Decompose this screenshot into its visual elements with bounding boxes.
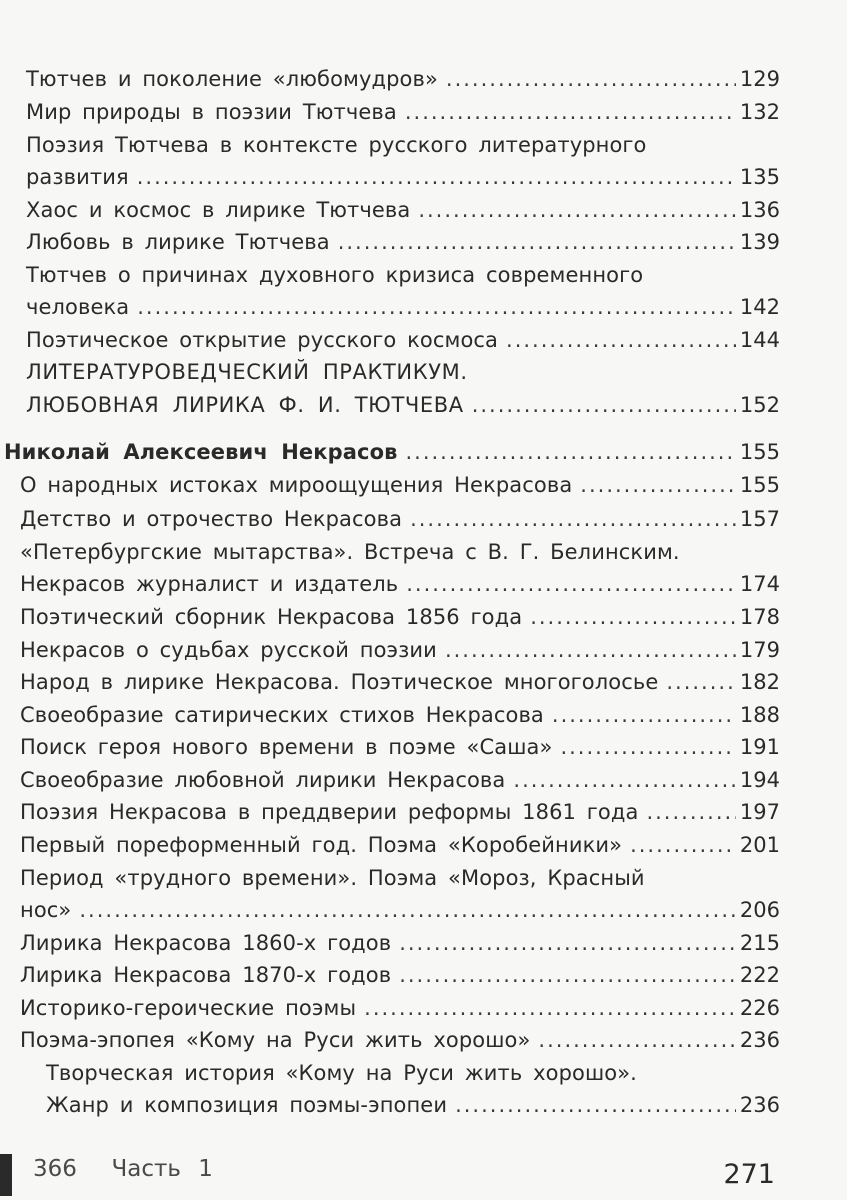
toc-entry-page: 226 [739, 996, 780, 1020]
leader-dots [513, 766, 736, 794]
leader-dots [364, 994, 736, 1022]
toc-entry-page: 179 [739, 638, 780, 662]
toc-entry-title: О народных истоках мироощущения Некрасова [20, 473, 573, 497]
leader-dots [137, 163, 736, 191]
toc-entry [26, 261, 643, 289]
footer-running-head: 366 Часть 1 [33, 1156, 213, 1182]
toc-entry-title: Лирика Некрасова 1860-х годов [20, 931, 392, 955]
toc-entry-page: 152 [739, 393, 780, 417]
toc-entry-title: человека [26, 295, 130, 319]
toc-entry [20, 929, 780, 957]
toc-entry [26, 358, 468, 386]
toc-entry-title: Жанр и композиция поэмы-эпопеи [46, 1093, 448, 1117]
toc-entry-page: 174 [739, 572, 780, 596]
toc-entry [20, 766, 780, 794]
toc-entry-page: 144 [739, 328, 780, 352]
toc-entry [20, 471, 780, 499]
toc-entry-page: 222 [739, 963, 780, 987]
toc-entry-title: Творческая история «Кому на Руси жить хорошо». [46, 1061, 637, 1085]
toc-section-heading [4, 438, 780, 466]
toc-subentry [46, 1091, 780, 1119]
toc-entry [20, 668, 780, 696]
leader-dots [445, 636, 736, 664]
toc-entry-title: Период «трудного времени». Поэма «Мороз, Красный [20, 866, 645, 890]
toc-entry-title: Лирика Некрасова 1870-х годов [20, 963, 392, 987]
leader-dots [506, 326, 736, 354]
toc-entry [26, 131, 647, 159]
toc-entry-title: Поэтическое открытие русского космоса [26, 328, 499, 352]
toc-entry-title: Поиск героя нового времени в поэме «Саша» [20, 735, 553, 759]
leader-dots [418, 196, 736, 224]
leader-dots [472, 391, 736, 419]
toc-entry-title: ЛИТЕРАТУРОВЕДЧЕСКИЙ ПРАКТИКУМ. [26, 360, 468, 384]
toc-entry [20, 570, 780, 598]
toc-entry [20, 733, 780, 761]
toc-entry [20, 864, 645, 892]
toc-entry-title: Детство и отрочество Некрасова [20, 507, 403, 531]
leader-dots [646, 798, 735, 826]
toc-entry-title: Любовь в лирике Тютчева [26, 230, 330, 254]
toc-entry [26, 196, 780, 224]
toc-entry-title: Некрасов о судьбах русской поэзии [20, 638, 437, 662]
toc-entry-page: 132 [739, 100, 780, 124]
toc-entry-title: нос» [20, 898, 72, 922]
toc-entry [20, 701, 780, 729]
toc-entry [20, 896, 780, 924]
leader-dots [405, 98, 736, 126]
toc-entry [26, 98, 780, 126]
toc-entry [20, 538, 680, 566]
toc-entry-page: 135 [739, 165, 780, 189]
toc-entry-title: Народ в лирике Некрасова. Поэтическое многоголосье [20, 670, 659, 694]
leader-dots [580, 471, 736, 499]
leader-dots [410, 505, 736, 533]
page-edge-marker [0, 1154, 12, 1196]
toc-entry-title: Историко-героические поэмы [20, 996, 357, 1020]
toc-entry-title: Поэзия Некрасова в преддверии реформы 1861 года [20, 800, 639, 824]
leader-dots [399, 961, 736, 989]
leader-dots [630, 831, 736, 859]
toc-entry [20, 798, 780, 826]
leader-dots [560, 733, 735, 761]
toc-entry-page: 129 [739, 67, 780, 91]
toc-entry-title: Поэтический сборник Некрасова 1856 года [20, 605, 523, 629]
toc-entry [26, 326, 780, 354]
toc-entry-title: Первый пореформенный год. Поэма «Коробейники» [20, 833, 623, 857]
toc-entry-page: 201 [739, 833, 780, 857]
leader-dots [455, 1091, 736, 1119]
toc-entry-title: Поэма-эпопея «Кому на Руси жить хорошо» [20, 1028, 531, 1052]
toc-entry-page: 188 [739, 703, 780, 727]
leader-dots [406, 570, 736, 598]
toc-entry-title: «Петербургские мытарства». Встреча с В. Г. Белинским. [20, 540, 680, 564]
toc-entry-page: 197 [739, 800, 780, 824]
toc-entry-page: 142 [739, 295, 780, 319]
toc-entry-title: Николай Алексеевич Некрасов [4, 440, 398, 464]
leader-dots [399, 929, 736, 957]
toc-entry-page: 155 [739, 473, 780, 497]
toc-entry [26, 163, 780, 191]
page-number: 271 [723, 1159, 775, 1190]
toc-entry-title: Тютчев о причинах духовного кризиса современного [26, 263, 644, 287]
toc-entry-page: 178 [739, 605, 780, 629]
toc-entry-title: Своеобразие сатирических стихов Некрасова [20, 703, 544, 727]
leader-dots [446, 65, 736, 93]
toc-entry-page: 157 [739, 507, 780, 531]
toc-entry-title: ЛЮБОВНАЯ ЛИРИКА Ф. И. ТЮТЧЕВА [26, 393, 464, 417]
toc-entry-title: развития [26, 165, 129, 189]
leader-dots [530, 603, 736, 631]
toc-entry [20, 603, 780, 631]
toc-entry-page: 136 [739, 198, 780, 222]
toc-entry [20, 505, 780, 533]
toc-entry-page: 215 [739, 931, 780, 955]
toc-entry-page: 191 [739, 735, 780, 759]
toc-entry-page: 194 [739, 768, 780, 792]
leader-dots [405, 438, 735, 466]
leader-dots [79, 896, 736, 924]
leader-dots [666, 668, 736, 696]
toc-entry [20, 831, 780, 859]
leader-dots [538, 1026, 735, 1054]
toc-entry [20, 636, 780, 664]
toc-entry [20, 961, 780, 989]
toc-entry-title: Тютчев и поколение «любомудров» [26, 67, 438, 91]
toc-entry-title: Хаос и космос в лирике Тютчева [26, 198, 411, 222]
toc-entry [26, 391, 780, 419]
toc-entry [20, 994, 780, 1022]
toc-entry [26, 65, 780, 93]
toc-entry-title: Своеобразие любовной лирики Некрасова [20, 768, 506, 792]
toc-entry-page: 139 [739, 230, 780, 254]
toc-entry-page: 206 [739, 898, 780, 922]
toc-entry-title: Некрасов журналист и издатель [20, 572, 399, 596]
toc-entry-title: Мир природы в поэзии Тютчева [26, 100, 397, 124]
toc-entry-title: Поэзия Тютчева в контексте русского литературного [26, 133, 647, 157]
toc-entry [20, 1026, 780, 1054]
toc-entry-page: 182 [739, 670, 780, 694]
leader-dots [137, 293, 736, 321]
leader-dots [552, 701, 736, 729]
leader-dots [338, 228, 736, 256]
toc-entry [26, 228, 780, 256]
toc-entry-page: 236 [739, 1093, 780, 1117]
toc-entry [26, 293, 780, 321]
toc-entry-page: 236 [739, 1028, 780, 1052]
toc-entry-page: 155 [739, 440, 780, 464]
toc-subentry [46, 1059, 637, 1087]
